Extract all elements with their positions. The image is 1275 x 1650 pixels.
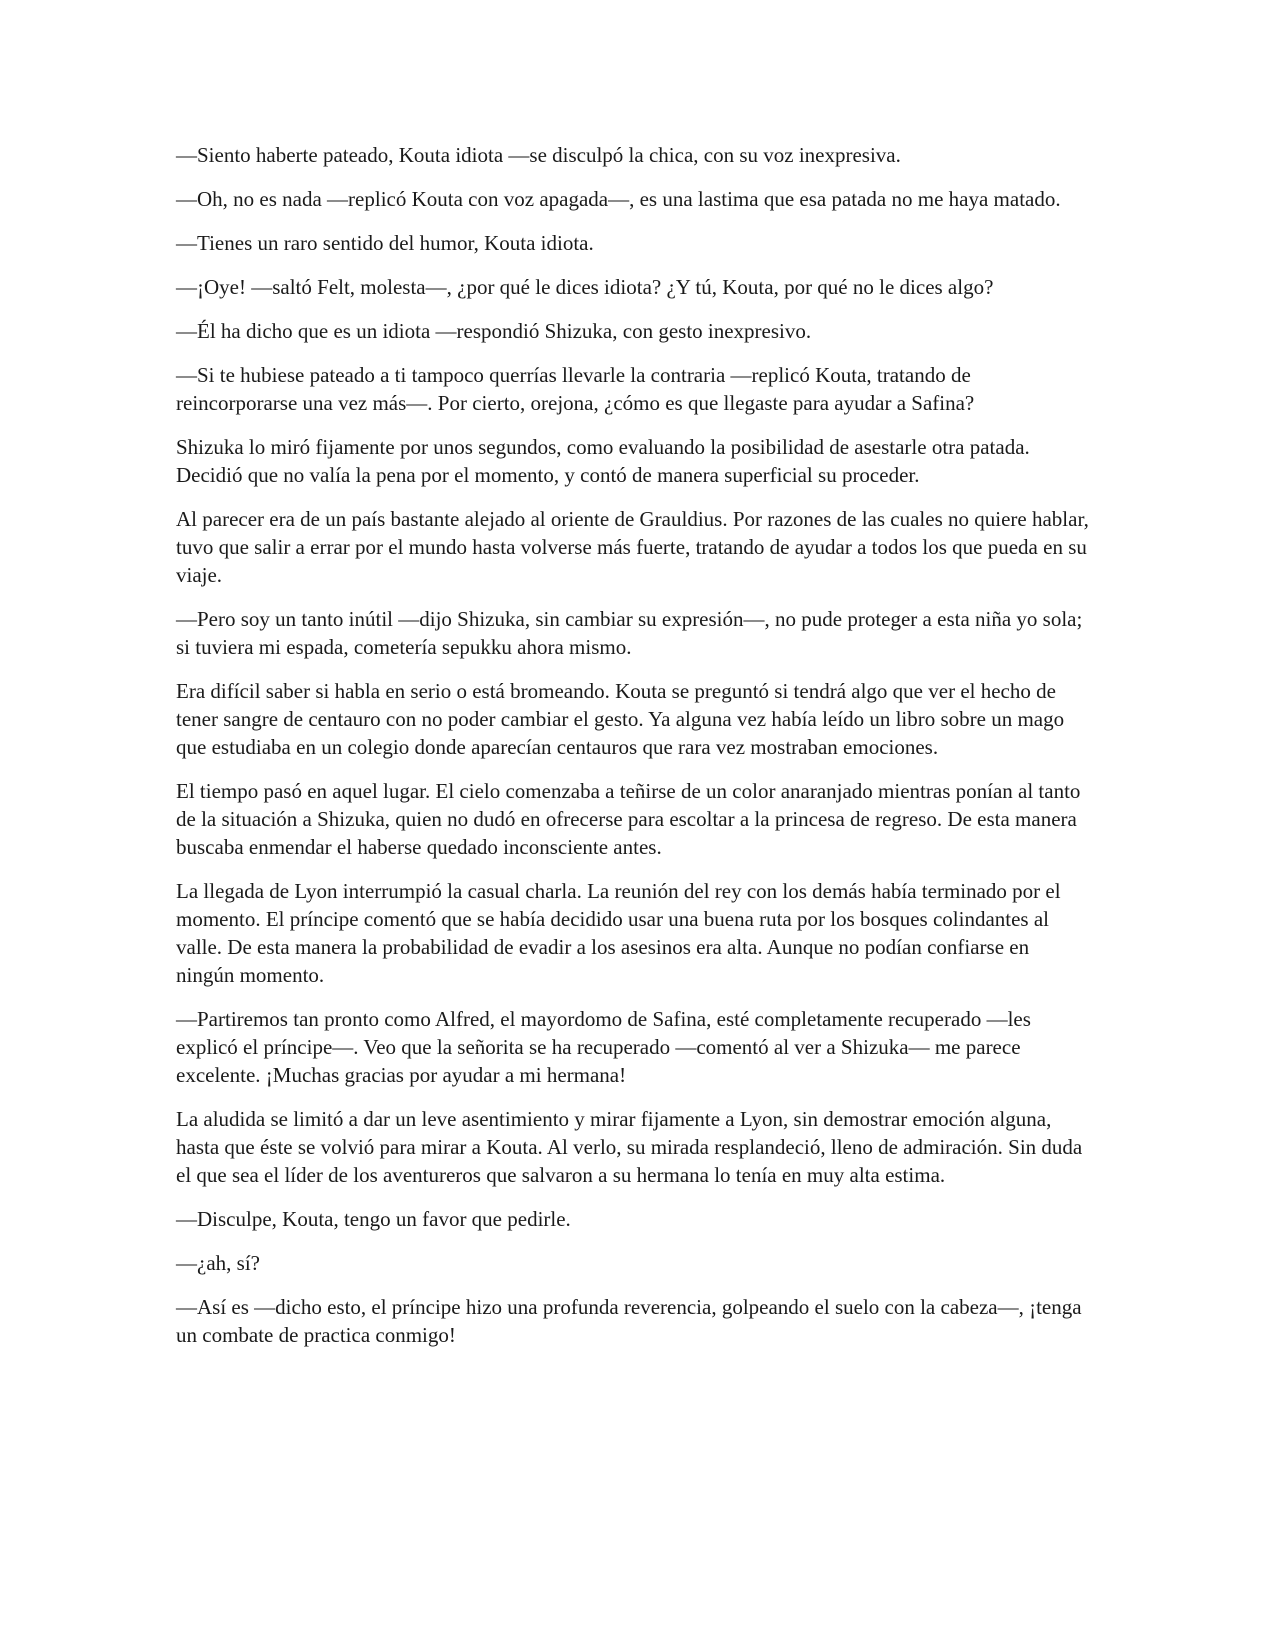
paragraph: —Si te hubiese pateado a ti tampoco querrías llevarle la contraria —replicó Kouta, tratando de reincorporarse una vez más—. Por cierto, orejona, ¿cómo es que llegaste para ayudar a Safina? (176, 363, 975, 415)
paragraph: Al parecer era de un país bastante alejado al oriente de Grauldius. Por razones de las cuales no quiere hablar, tuvo que salir a errar por el mundo hasta volverse más fuerte, tratando de ayudar a todos los que pueda en su viaje. (176, 507, 1089, 587)
paragraph: Shizuka lo miró fijamente por unos segundos, como evaluando la posibilidad de asestarle otra patada. Decidió que no valía la pena por el momento, y contó de manera superficial su proceder. (176, 435, 1030, 487)
paragraph: —Pero soy un tanto inútil —dijo Shizuka, sin cambiar su expresión—, no pude proteger a esta niña yo sola; si tuviera mi espada, cometería sepukku ahora mismo. (176, 607, 1083, 659)
paragraph: La llegada de Lyon interrumpió la casual charla. La reunión del rey con los demás había terminado por el momento. El príncipe comentó que se había decidido usar una buena ruta por los bosques colindantes al valle. De esta manera la probabilidad de evadir a los asesinos era alta. Aunque no podían confiarse en ningún momento. (176, 879, 1061, 987)
paragraph: —Él ha dicho que es un idiota —respondió Shizuka, con gesto inexpresivo. (176, 319, 812, 343)
paragraph: La aludida se limitó a dar un leve asentimiento y mirar fijamente a Lyon, sin demostrar emoción alguna, hasta que éste se volvió para mirar a Kouta. Al verlo, su mirada resplandeció, lleno de admiración. Sin duda el que sea el líder de los aventureros que salvaron a su hermana lo tenía en muy alta estima. (176, 1107, 1083, 1187)
document-page (176, 141, 1091, 1365)
paragraph: —Así es —dicho esto, el príncipe hizo una profunda reverencia, golpeando el suelo con la cabeza—, ¡tenga un combate de practica conmigo! (176, 1295, 1082, 1347)
paragraph: —¡Oye! —saltó Felt, molesta—, ¿por qué le dices idiota? ¿Y tú, Kouta, por qué no le dices algo? (176, 275, 994, 299)
paragraph: —Partiremos tan pronto como Alfred, el mayordomo de Safina, esté completamente recuperado —les explicó el príncipe—. Veo que la señorita se ha recuperado —comentó al ver a Shizuka— me parece excelente. ¡Muchas gracias por ayudar a mi hermana! (176, 1007, 1031, 1087)
paragraph: —Oh, no es nada —replicó Kouta con voz apagada—, es una lastima que esa patada no me haya matado. (176, 187, 1061, 211)
paragraph: El tiempo pasó en aquel lugar. El cielo comenzaba a teñirse de un color anaranjado mientras ponían al tanto de la situación a Shizuka, quien no dudó en ofrecerse para escoltar a la princesa de regreso. De esta manera buscaba enmendar el haberse quedado inconsciente antes. (176, 779, 1081, 859)
paragraph: —Disculpe, Kouta, tengo un favor que pedirle. (176, 1207, 571, 1231)
paragraph: —Siento haberte pateado, Kouta idiota —se disculpó la chica, con su voz inexpresiva. (176, 143, 901, 167)
paragraph: —¿ah, sí? (176, 1251, 260, 1275)
paragraph: —Tienes un raro sentido del humor, Kouta idiota. (176, 231, 594, 255)
paragraph: Era difícil saber si habla en serio o está bromeando. Kouta se preguntó si tendrá algo que ver el hecho de tener sangre de centauro con no poder cambiar el gesto. Ya alguna vez había leído un libro sobre un mago que estudiaba en un colegio donde aparecían centauros que rara vez mostraban emociones. (176, 679, 1065, 759)
